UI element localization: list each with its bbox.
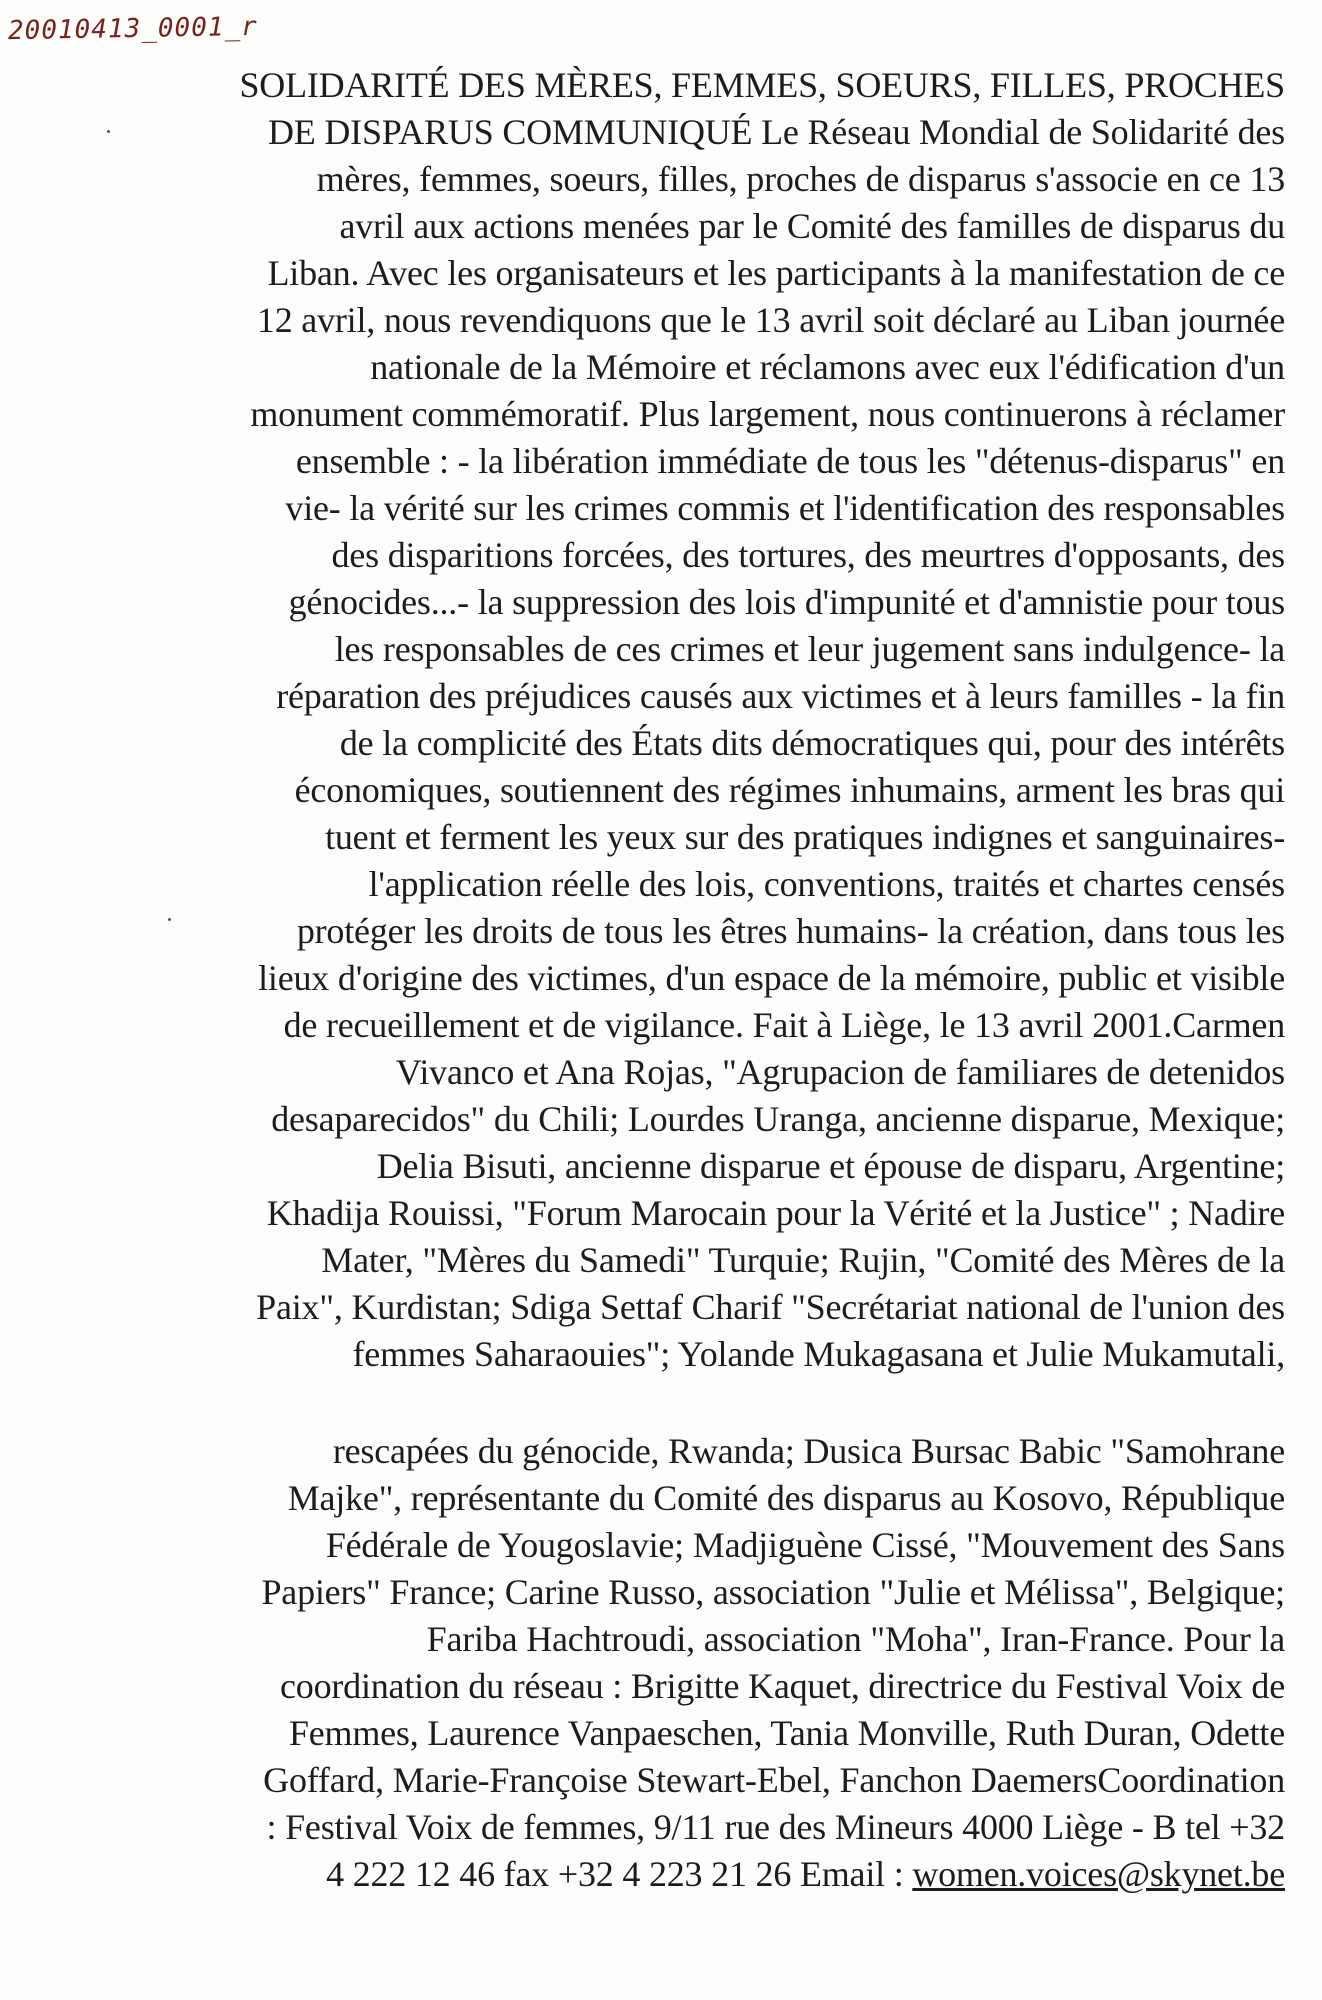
text-line: de la complicité des États dits démocratiques qui, pour des intérêts: [339, 723, 1285, 763]
text-line: rescapées du génocide, Rwanda; Dusica Bursac Babic "Samohrane: [332, 1431, 1285, 1471]
text-line: lieux d'origine des victimes, d'un espace de la mémoire, public et visible: [258, 958, 1285, 998]
text-line: vie- la vérité sur les crimes commis et l'identification des responsables: [285, 488, 1285, 528]
text-line: femmes Saharaouies"; Yolande Mukagasana et Julie Mukamutali,: [352, 1334, 1285, 1374]
paragraph-2: [90, 1428, 1285, 1898]
handwritten-reference: 20010413_0001_r: [7, 11, 259, 47]
text-line: monument commémoratif. Plus largement, nous continuerons à réclamer: [250, 394, 1285, 434]
text-line: Mater, "Mères du Samedi" Turquie; Rujin, "Comité des Mères de la: [321, 1240, 1285, 1280]
text-line: desaparecidos" du Chili; Lourdes Uranga, ancienne disparue, Mexique;: [271, 1099, 1285, 1139]
scan-speck: [107, 130, 110, 133]
text-line: économiques, soutiennent des régimes inhumains, arment les bras qui: [294, 770, 1285, 810]
text-line: Fariba Hachtroudi, association "Moha", Iran-France. Pour la: [426, 1619, 1285, 1659]
text-line: de recueillement et de vigilance. Fait à Liège, le 13 avril 2001.Carmen: [283, 1005, 1285, 1045]
text-line: Majke", représentante du Comité des disparus au Kosovo, République: [287, 1478, 1285, 1518]
text-line: Vivanco et Ana Rojas, "Agrupacion de familiares de detenidos: [395, 1052, 1285, 1092]
contact-line: [90, 1851, 1285, 1898]
email-link[interactable]: women.voices@skynet.be: [912, 1854, 1285, 1894]
text-line: SOLIDARITÉ DES MÈRES, FEMMES, SOEURS, FILLES, PROCHES: [239, 65, 1285, 105]
text-line: protéger les droits de tous les êtres humains- la création, dans tous les: [296, 911, 1285, 951]
text-line: génocides...- la suppression des lois d'impunité et d'amnistie pour tous: [288, 582, 1285, 622]
text-line: 12 avril, nous revendiquons que le 13 avril soit déclaré au Liban journée: [256, 300, 1285, 340]
document-body: [90, 62, 1285, 1898]
text-line: Paix", Kurdistan; Sdiga Settaf Charif "Secrétariat national de l'union des: [256, 1287, 1285, 1327]
text-line: DE DISPARUS COMMUNIQUÉ Le Réseau Mondial de Solidarité des: [267, 112, 1285, 152]
text-line: Delia Bisuti, ancienne disparue et épouse de disparu, Argentine;: [376, 1146, 1285, 1186]
text-line: tuent et ferment les yeux sur des pratiques indignes et sanguinaires-: [325, 817, 1285, 857]
contact-phone-fax: 4 222 12 46 fax +32 4 223 21 26 Email :: [326, 1854, 913, 1894]
paragraph-1: [90, 62, 1285, 1378]
text-line: avril aux actions menées par le Comité des familles de disparus du: [339, 206, 1285, 246]
text-line: Femmes, Laurence Vanpaeschen, Tania Monville, Ruth Duran, Odette: [288, 1713, 1285, 1753]
text-line: des disparitions forcées, des tortures, des meurtres d'opposants, des: [331, 535, 1285, 575]
text-line: l'application réelle des lois, conventions, traités et chartes censés: [368, 864, 1285, 904]
text-line: Papiers" France; Carine Russo, association "Julie et Mélissa", Belgique;: [261, 1572, 1285, 1612]
text-line: coordination du réseau : Brigitte Kaquet, directrice du Festival Voix de: [279, 1666, 1285, 1706]
text-line: ensemble : - la libération immédiate de tous les "détenus-disparus" en: [295, 441, 1285, 481]
text-line: Fédérale de Yougoslavie; Madjiguène Cissé, "Mouvement des Sans: [325, 1525, 1285, 1565]
text-line: les responsables de ces crimes et leur jugement sans indulgence- la: [334, 629, 1285, 669]
paragraph-gap: [90, 1378, 1285, 1428]
text-line: réparation des préjudices causés aux victimes et à leurs familles - la fin: [276, 676, 1285, 716]
text-line: mères, femmes, soeurs, filles, proches de disparus s'associe en ce 13: [316, 159, 1285, 199]
text-line: Goffard, Marie-Françoise Stewart-Ebel, Fanchon DaemersCoordination: [263, 1760, 1285, 1800]
text-line: : Festival Voix de femmes, 9/11 rue des Mineurs 4000 Liège - B tel +32: [266, 1807, 1285, 1847]
text-line: nationale de la Mémoire et réclamons avec eux l'édification d'un: [370, 347, 1285, 387]
text-line: Khadija Rouissi, "Forum Marocain pour la Vérité et la Justice" ; Nadire: [266, 1193, 1285, 1233]
scan-speck: [168, 918, 171, 921]
text-line: Liban. Avec les organisateurs et les participants à la manifestation de ce: [267, 253, 1285, 293]
